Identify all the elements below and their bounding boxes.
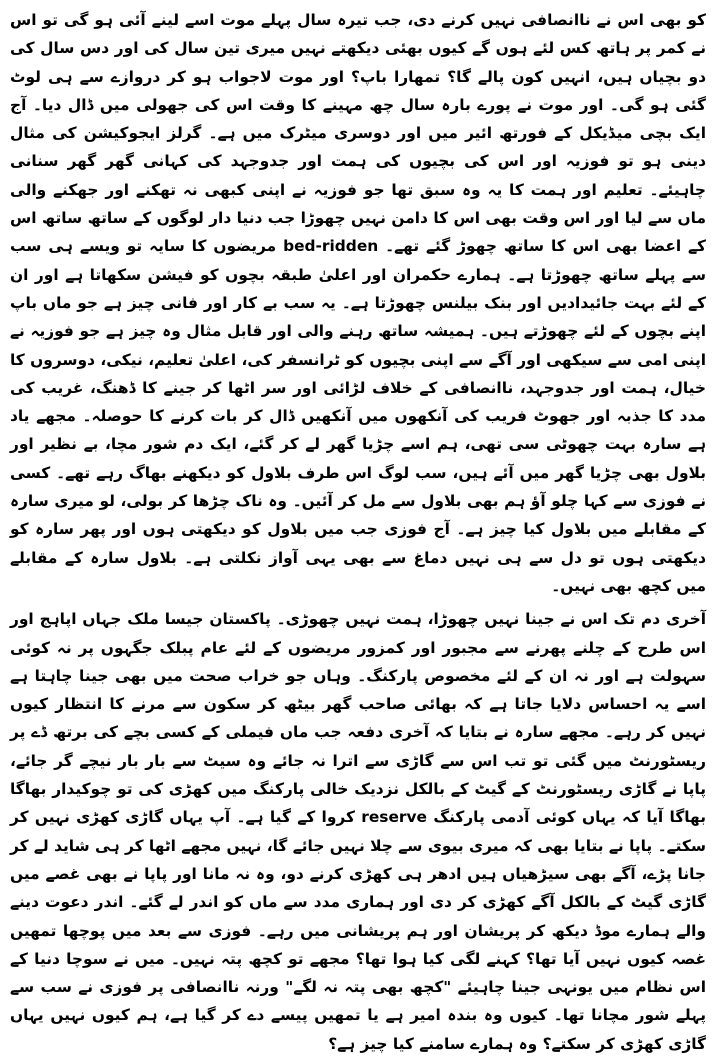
article-paragraph-1: کو بھی اس نے ناانصافی نہیں کرنے دی، جب تیرہ سال پہلے موت اسے لینے آئی ہو گی تو اس نے کمر پر ہاتھ کس لئے ہوں گے کیوں بھئی دیکھتے نہیں میری تین سال کی اور دس سال کی دو بچیاں ہیں، انہیں کون پالے گا؟ تمھارا باپ؟ اور موت لاجواب ہو کر دروازے سے ہی لوٹ گئی ہو گی۔ اور موت نے پورے بارہ سال چھ مہینے کا وقت اس کی جھولی میں ڈال دیا۔ آج ایک بچی میڈیکل کے فورتھ ائیر میں اور دوسری میٹرک میں ہے۔ گرلز ایجوکیشن کی مثال دینی ہو تو فوزیہ اور اس کی بچیوں کی ہمت اور جدوجہد کی کہانی گھر گھر سنانی چاہیئے۔ تعلیم اور ہمت کا یہ وہ سبق تھا جو فوزیہ نے اپنی کبھی نہ تھکنے اور جھکنے والی ماں سے لیا اور اس وقت بھی اس کا دامن نہیں چھوڑا جب دنیا دار لوگوں کے ساتھ ساتھ اس کے اعضا بھی اس کا ساتھ چھوڑ گئے تھے۔ bed-ridden مریضوں کا سایہ تو ویسے ہی سب سے پہلے ساتھ چھوڑتا ہے۔ ہمارے حکمران اور اعلیٰ طبقہ بچوں کو فیشن سکھاتا ہے اور ان کے لئے بہت جائیدادیں اور بنک بیلنس چھوڑتا ہے۔ یہ سب بے کار اور فانی چیز ہے جو ماں باپ اپنے بچوں کے لئے چھوڑتے ہیں۔ ہمیشہ ساتھ رہنے والی اور قابل مثال وہ چیز ہے جو فوزیہ نے اپنی امی سے سیکھی اور آگے سے اپنی بچیوں کو ٹرانسفر کی، اعلیٰ تعلیم، نیکی، دوسروں کا خیال، ہمت اور جدوجہد، ناانصافی کے خلاف لڑائی اور سر اٹھا کر جینے کا ڈھنگ، غریب کی مدد کا جذبہ اور جھوٹ فریب کی آنکھوں میں آنکھیں ڈال کر بات کرنے کا حوصلہ۔ مجھے یاد ہے سارہ بہت چھوٹی سی تھی، ہم اسے چڑیا گھر لے کر گئے، ایک دم شور مچا، بے نظیر اور بلاول بھی چڑیا گھر میں آئے ہیں، سب لوگ اس طرف بلاول کو دیکھنے بھاگ رہے تھے۔ کسی نے فوزی سے کہا چلو آؤ ہم بھی بلاول سے مل کر آئیں۔ وہ ناک چڑھا کر بولی، لو میری سارہ کے مقابلے میں بلاول کیا چیز ہے۔ آج فوزی جب میں بلاول کو دیکھتی ہوں اور پھر سارہ کو دیکھتی ہوں تو دل سے ہی نہیں دماغ سے بھی یہی آواز نکلتی ہے۔ بلاول سارہ کے مقابلے میں کچھ بھی نہیں۔ [10, 11, 707, 595]
article-paragraph-2: آخری دم تک اس نے جینا نہیں چھوڑا، ہمت نہیں چھوڑی۔ پاکستان جیسا ملک جہاں اپاہج اور اس طرح کے چلنے پھرنے سے مجبور اور کمزور مریضوں کے لئے عام پبلک جگہوں پر نہ کوئی سہولت ہے اور نہ ان کے لئے مخصوص پارکنگ۔ وہاں جو خراب صحت میں بھی جینا چاہتا ہے اسے یہ احساس دلایا جاتا ہے کہ بھائی صاحب گھر بیٹھ کر سکون سے مرنے کا انتظار کیوں نہیں کر رہے۔ مجھے سارہ نے بتایا کہ آخری دفعہ جب ماں فیملی کے کسی بچے کی برتھ ڈے پر ریسٹورنٹ میں گئی تو تب اس سے گاڑی سے اترا نہ جائے وہ سیٹ سے بار بار نیچے گر جائے، پاپا نے گاڑی ریسٹورنٹ کے گیٹ کے بالکل نزدیک خالی پارکنگ میں کھڑی کی تو چوکیدار بھاگا بھاگا آیا کہ یہاں کوئی آدمی پارکنگ reserve کروا کے گیا ہے۔ آپ یہاں گاڑی کھڑی نہیں کر سکتے۔ پاپا نے بتایا بھی کہ میری بیوی سے چلا نہیں جائے گا، نہیں مجھے اٹھا کر ہی شاید لے کر جانا پڑے، آگے بھی سیڑھیاں ہیں ادھر ہی کھڑی کرنے دو، وہ نہ مانا اور پاپا نے بھی غصے میں گاڑی گیٹ کے بالکل آگے کھڑی کر دی اور ہماری مدد سے ماں کو اندر لے گئے۔ اندر دعوت دینے والے ہمارے موڈ دیکھ کر پریشان اور ہم پریشانی میں رہے۔ فوزی سے بعد میں پوچھا تمھیں غصہ کیوں نہیں آیا تھا؟ کہنے لگی کیا ہوا تھا؟ مجھے تو کچھ پتہ نہیں۔ میں نے سوچا دنیا کے اس نظام میں یونہی جینا چاہیئے "کچھ بھی پتہ نہ لگے" ورنہ ناانصافی پر فوزی نے سب سے پہلے شور مچانا تھا۔ کیوں وہ بندہ امیر ہے یا تمھیں پیسے دے کر گیا ہے، ہم کیوں نہیں یہاں گاڑی کھڑی کر سکتے؟ وہ ہمارے سامنے کیا چیز ہے؟ [10, 610, 706, 1053]
article-page [10, 6, 707, 1053]
